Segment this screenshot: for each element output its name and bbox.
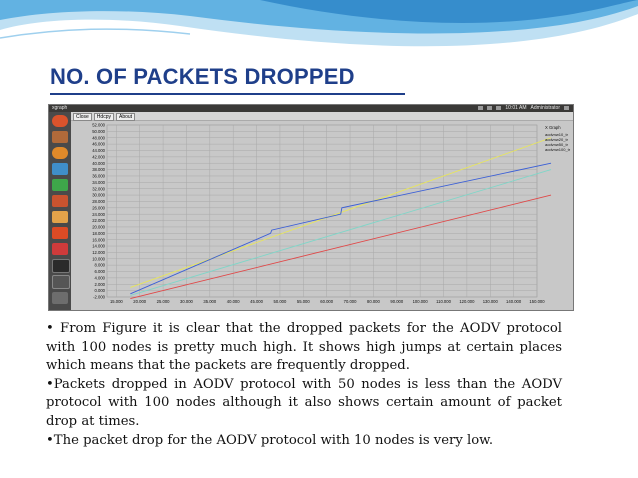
x-tick-label: 25.000 [156,299,170,304]
about-button[interactable]: About [116,113,135,121]
legend-entry: aodvnw10_tr [545,132,568,137]
y-tick-label: -2.000 [93,294,105,300]
y-tick-label: 52.000 [92,122,105,128]
bullet-1: • From Figure it is clear that the dropped packets for the AODV protocol with 100 nodes is pretty much high. It shows high jumps at certain places which means that the packets are frequently dropped. [46,321,562,374]
user-name: Administrator [530,105,560,111]
slide-title: NO. OF PACKETS DROPPED [50,64,355,89]
x-tick-label: 100.000 [412,299,428,304]
x-tick-label: 20.000 [133,299,147,304]
y-tick-label: 4.000 [94,275,105,281]
x-tick-label: 110.000 [436,299,451,304]
x-tick-label: 40.000 [226,299,240,304]
y-tick-label: 36.000 [92,173,105,179]
y-tick-label: 26.000 [92,205,105,211]
title-underline [50,93,405,95]
office-calc-icon[interactable] [52,179,68,191]
y-tick-label: 48.000 [92,135,105,141]
x-tick-label: 15.000 [109,299,123,304]
clock: 10:01 AM [505,105,527,111]
ubuntu-top-panel [49,105,573,112]
x-tick-label: 90.000 [390,299,404,304]
xgraph-menu [71,112,574,121]
ubuntu-one-icon[interactable] [52,227,68,239]
firefox-icon[interactable] [52,147,68,159]
x-tick-label: 60.000 [320,299,334,304]
y-tick-label: 0.000 [94,288,105,294]
y-tick-label: 28.000 [92,199,105,205]
x-tick-label: 70.000 [343,299,357,304]
y-tick-label: 50.000 [92,128,105,134]
y-tick-label: 34.000 [92,179,105,185]
y-tick-label: 22.000 [92,218,105,224]
y-tick-label: 24.000 [92,211,105,217]
x-tick-label: 140.000 [506,299,522,304]
terminal-icon[interactable] [52,259,70,273]
y-tick-label: 32.000 [92,186,105,192]
hdcpy-button[interactable]: Hdcpy [94,113,114,121]
y-tick-label: 16.000 [92,237,105,243]
x-tick-label: 30.000 [180,299,193,304]
x-tick-label: 120.000 [459,299,475,304]
xgraph-window [71,112,573,310]
settings-icon[interactable] [52,243,68,255]
y-tick-label: 20.000 [92,224,105,230]
xgraph-plot [71,121,573,310]
y-tick-label: 46.000 [92,141,105,147]
software-center-icon[interactable] [52,211,68,223]
close-button[interactable]: Close [73,113,92,121]
x-tick-label: 150.000 [529,299,545,304]
system-tray [478,105,569,112]
y-tick-label: 8.000 [94,262,105,268]
legend-entry: aodvnw50_tr [545,142,568,147]
y-tick-label: 14.000 [92,243,105,249]
y-tick-label: 42.000 [92,154,105,160]
x-tick-label: 130.000 [482,299,498,304]
trash-icon[interactable] [52,292,68,304]
y-tick-label: 40.000 [92,160,105,166]
chart-title: X Graph [545,125,561,130]
x-tick-label: 55.000 [296,299,310,304]
x-tick-label: 35.000 [203,299,217,304]
app-name: xgraph [52,105,68,111]
workspace-icon[interactable] [52,275,70,289]
power-icon [564,106,569,110]
launcher [49,112,71,310]
y-tick-label: 10.000 [92,256,105,262]
y-tick-label: 30.000 [92,192,105,198]
x-tick-label: 80.000 [367,299,380,304]
mail-icon [496,106,501,110]
volume-icon [487,106,492,110]
slide-body [46,320,562,450]
legend-entry: aodvnw20_tr [545,137,568,142]
bullet-2: •Packets dropped in AODV protocol with 50 nodes is less than the AODV protocol with 100 nodes although it also shows certain amount of packet drop at times. [46,376,562,429]
bullet-3: •The packet drop for the AODV protocol with 10 nodes is very low. [46,432,494,448]
y-tick-label: 38.000 [92,167,105,173]
ubuntu-logo-icon[interactable] [52,115,68,127]
y-tick-label: 12.000 [92,250,105,256]
office-writer-icon[interactable] [52,163,68,175]
network-icon [478,106,483,110]
y-tick-label: 44.000 [92,148,105,154]
xgraph-screenshot [48,104,574,311]
x-tick-label: 45.000 [250,299,263,304]
plot-area [107,125,537,297]
x-tick-label: 50.000 [273,299,287,304]
legend-entry: aodvnw100_tr [545,147,571,152]
y-tick-label: 18.000 [92,230,105,236]
y-tick-label: 2.000 [94,281,105,287]
files-icon[interactable] [52,131,68,143]
y-tick-label: 6.000 [94,269,105,275]
office-impress-icon[interactable] [52,195,68,207]
